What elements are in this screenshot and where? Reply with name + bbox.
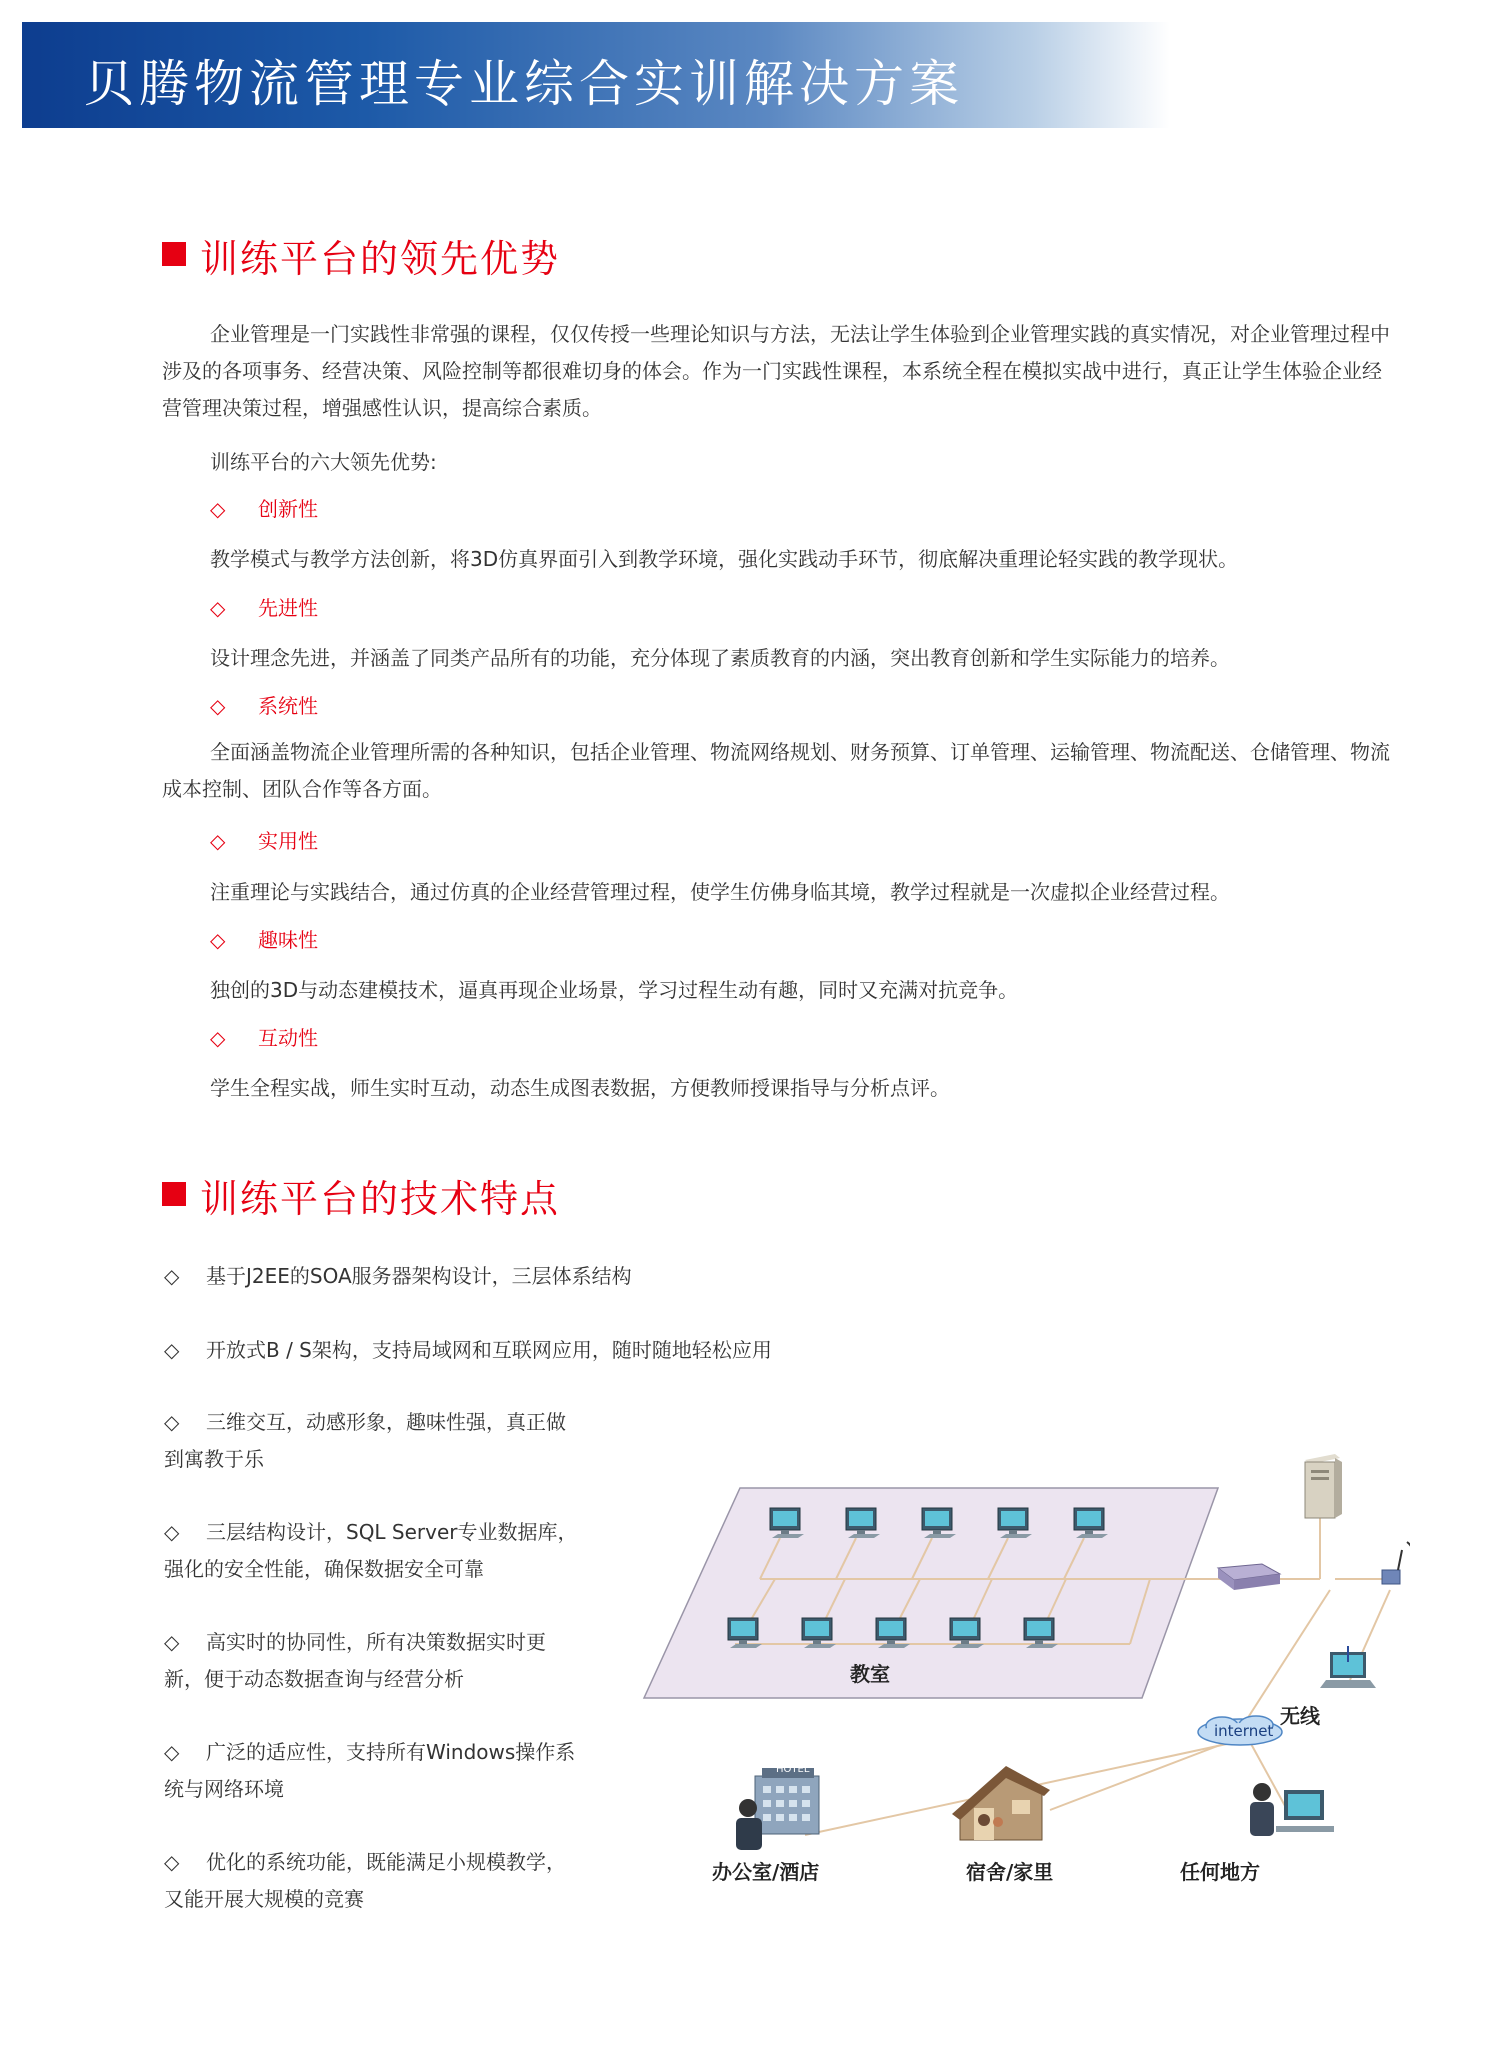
section-title: 训练平台的技术特点	[200, 1177, 561, 1221]
dorm-home-label: 宿舍/家里	[966, 1860, 1054, 1884]
page-title: 贝腾物流管理专业综合实训解决方案	[84, 55, 964, 113]
diamond-bullet-icon: ◇	[210, 829, 226, 853]
network-diagram-graphic	[630, 1440, 1410, 1890]
header-banner	[22, 22, 1170, 128]
diamond-bullet-icon: ◇	[210, 1026, 226, 1050]
hotel-sign-label: HOTEL	[776, 1764, 810, 1775]
wireless-label: 无线	[1280, 1704, 1320, 1728]
diamond-bullet-icon: ◇	[164, 1410, 180, 1434]
advantage-desc: 学生全程实战，师生实时互动，动态生成图表数据，方便教师授课指导与分析点评。	[210, 1076, 950, 1100]
hotel-building-icon	[736, 1768, 819, 1850]
advantages-lead: 训练平台的六大领先优势:	[210, 450, 437, 474]
anywhere-label: 任何地方	[1180, 1860, 1260, 1884]
diamond-bullet-icon: ◇	[210, 694, 226, 718]
square-bullet-icon	[162, 1182, 186, 1206]
intro-paragraph: 企业管理是一门实践性非常强的课程，仅仅传授一些理论知识与方法，无法让学生体验到企业管理实践的真实情况，对企业管理过程中涉及的各项事务、经营决策、风险控制等都很难切身的体会。作为一门实践性课程，本系统全程在模拟实战中进行，真正让学生体验企业经营管理决策过程，增强感性认识，提高综合素质。	[162, 322, 1390, 420]
feature-item: ◇ 开放式B / S架构，支持局域网和互联网应用，随时随地轻松应用	[164, 1332, 924, 1369]
diamond-bullet-icon: ◇	[164, 1520, 180, 1544]
advantage-desc: 教学模式与教学方法创新，将3D仿真界面引入到教学环境，强化实践动手环节，彻底解决重理论轻实践的教学现状。	[210, 547, 1239, 571]
feature-item: ◇ 三层结构设计，SQL Server专业数据库，强化的安全性能，确保数据安全可靠	[164, 1514, 584, 1588]
advantage-desc: 注重理论与实践结合，通过仿真的企业经营管理过程，使学生仿佛身临其境，教学过程就是一次虚拟企业经营过程。	[210, 880, 1230, 904]
diamond-bullet-icon: ◇	[210, 928, 226, 952]
access-point-icon	[1382, 1536, 1410, 1584]
advantage-title: ◇ 趣味性	[210, 928, 318, 952]
switch-icon	[1218, 1564, 1280, 1590]
classroom-label: 教室	[850, 1662, 890, 1686]
section-title: 训练平台的领先优势	[200, 237, 561, 281]
feature-item: ◇ 广泛的适应性，支持所有Windows操作系统与网络环境	[164, 1734, 584, 1808]
feature-item: ◇ 基于J2EE的SOA服务器架构设计，三层体系结构	[164, 1258, 924, 1295]
feature-item: ◇ 高实时的协同性，所有决策数据实时更新，便于动态数据查询与经营分析	[164, 1624, 584, 1698]
diamond-bullet-icon: ◇	[164, 1264, 180, 1288]
feature-item: ◇ 三维交互，动感形象，趣味性强，真正做到寓教于乐	[164, 1404, 584, 1478]
advantage-title: ◇ 互动性	[210, 1026, 318, 1050]
advantage-desc: 全面涵盖物流企业管理所需的各种知识，包括企业管理、物流网络规划、财务预算、订单管理、运输管理、物流配送、仓储管理、物流成本控制、团队合作等各方面。	[162, 740, 1390, 801]
square-bullet-icon	[162, 242, 186, 266]
advantage-title: ◇ 系统性	[210, 694, 318, 718]
advantage-title: ◇ 先进性	[210, 596, 318, 620]
advantage-desc: 设计理念先进，并涵盖了同类产品所有的功能，充分体现了素质教育的内涵，突出教育创新和学生实际能力的培养。	[210, 646, 1230, 670]
server-icon	[1305, 1454, 1342, 1518]
office-hotel-label: 办公室/酒店	[712, 1860, 820, 1884]
diamond-bullet-icon: ◇	[210, 596, 226, 620]
internet-label: internet	[1214, 1722, 1274, 1740]
feature-item: ◇ 优化的系统功能，既能满足小规模教学，又能开展大规模的竞赛	[164, 1844, 584, 1918]
network-diagram	[630, 1440, 1410, 1890]
diamond-bullet-icon: ◇	[210, 497, 226, 521]
advantage-title: ◇ 创新性	[210, 497, 318, 521]
wireless-laptop-icon	[1320, 1646, 1376, 1688]
advantage-desc: 独创的3D与动态建模技术，逼真再现企业场景，学习过程生动有趣，同时又充满对抗竞争。	[210, 978, 1019, 1002]
diamond-bullet-icon: ◇	[164, 1850, 180, 1874]
diamond-bullet-icon: ◇	[164, 1630, 180, 1654]
advantage-title: ◇ 实用性	[210, 829, 318, 853]
person-at-computer-icon	[1250, 1783, 1334, 1836]
house-icon	[952, 1766, 1050, 1840]
diamond-bullet-icon: ◇	[164, 1740, 180, 1764]
diamond-bullet-icon: ◇	[164, 1338, 180, 1362]
